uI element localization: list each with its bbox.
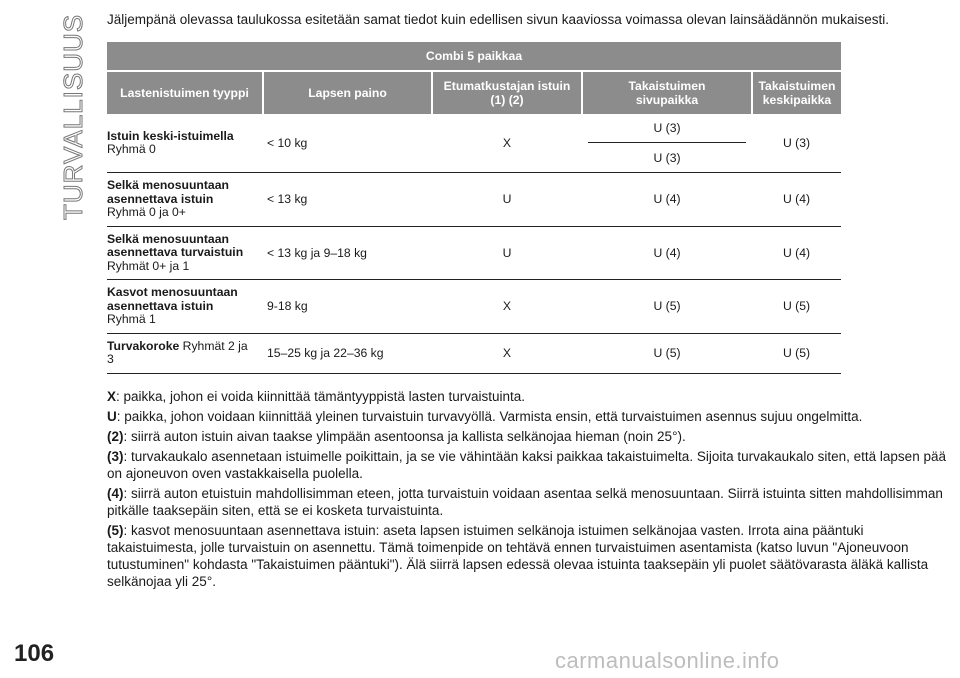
seat-type-group: Ryhmät 0+ ja 1 (107, 258, 190, 273)
weight-cell: < 10 kg (263, 114, 432, 173)
front-seat-cell: U (432, 173, 582, 227)
front-seat-cell: X (432, 280, 582, 334)
note-item (107, 388, 947, 405)
split-divider (588, 142, 746, 143)
header-rear-side-line1: Takaistuimen (628, 79, 706, 93)
notes-section (107, 388, 947, 590)
seat-type-name: Turvakoroke (107, 338, 180, 353)
seat-type-name: Istuin keski-istuimella (107, 128, 234, 143)
rear-side-cell: U (5) (582, 280, 752, 334)
seat-type-cell (107, 280, 263, 334)
table-row (107, 114, 841, 173)
header-front-line1: Etumatkustajan istuin (443, 79, 571, 93)
rear-side-cell: U (4) (582, 226, 752, 280)
rear-center-cell: U (4) (752, 173, 841, 227)
seat-type-group: Ryhmä 0 ja 0+ (107, 205, 186, 219)
weight-cell: < 13 kg ja 9–18 kg (263, 226, 432, 280)
seat-type-cell (107, 114, 263, 173)
page-number: 106 (14, 640, 55, 667)
table-row (107, 226, 841, 280)
table-row (107, 173, 841, 227)
rear-center-cell: U (5) (752, 280, 841, 334)
table-row (107, 280, 841, 334)
note-key: (3) (107, 448, 124, 464)
note-item (107, 485, 947, 519)
front-seat-cell: U (432, 226, 582, 280)
rear-side-bottom-value: U (3) (653, 151, 681, 165)
seat-type-cell (107, 173, 263, 227)
note-item (107, 408, 947, 425)
note-text: : paikka, johon ei voida kiinnittää tämäntyyppistä lasten turvaistuinta. (116, 388, 525, 404)
rear-side-cell: U (4) (582, 173, 752, 227)
header-front-line2: (1) (2) (490, 93, 524, 107)
seat-type-group: Ryhmät 2 ja 3 (107, 338, 248, 366)
header-rear-side-line2: sivupaikka (635, 93, 699, 107)
header-rear-side (582, 71, 752, 114)
note-key: (4) (107, 485, 124, 501)
note-key: X (107, 388, 117, 404)
seat-type-name: Kasvot menosuuntaan asennettava istuin (107, 285, 238, 313)
rear-side-cell (582, 114, 752, 173)
header-rear-center-line1: Takaistuimen (758, 79, 836, 93)
rear-side-cell: U (5) (582, 333, 752, 373)
intro-paragraph: Jäljempänä olevassa taulukossa esitetään samat tiedot kuin edellisen sivun kaaviossa voimassa olevan lainsäädännön mukaisesti. (107, 12, 889, 27)
note-key: U (107, 408, 117, 424)
child-seat-table (107, 42, 841, 374)
note-key: (5) (107, 522, 124, 538)
note-text: : kasvot menosuuntaan asennettava istuin: aseta lapsen istuimen selkänoja istuimen selkänojaa vasten. Irrota aina pääntuki takaistuimesta, jolle turvaistuin on asennettu. Tämä toimenpide on tehtävä ennen turvaistuimen asentamista (katso luvun "Ajoneuvoon tutustuminen" kohdasta "Takaistuimen pääntuki"). Älä siirrä lapsen edessä olevaa istuinta taaksepäin yli puolet säätövarasta äläkä kallista selkänojaa yli 25°. (107, 522, 929, 589)
seat-type-name: Selkä menosuuntaan asennettava istuin (107, 178, 229, 206)
note-text: : siirrä auton etuistuin mahdollisimman eteen, jotta turvaistuin voidaan asentaa selkä menosuuntaan. Siirrä istuinta sitten mahdollisimman pitkälle taaksepäin siten, että se ei kosketa turvaistuinta. (107, 485, 943, 518)
rear-center-cell: U (3) (752, 114, 841, 173)
note-text: : paikka, johon voidaan kiinnittää yleinen turvaistuin turvavyöllä. Varmista ensin, että turvaistuimen asennus sujuu ongelmitta. (116, 408, 863, 424)
weight-cell: 9-18 kg (263, 280, 432, 334)
weight-cell: 15–25 kg ja 22–36 kg (263, 333, 432, 373)
section-tab-label: TURVALLISUUS (58, 13, 88, 220)
note-key: (2) (107, 428, 124, 444)
header-rear-center-line2: keskipaikka (762, 93, 832, 107)
table-header-row (107, 71, 841, 114)
seat-type-name: Selkä menosuuntaan asennettava turvaistuin (107, 231, 244, 259)
page-content (107, 11, 947, 593)
watermark: carmanualsonline.info (555, 648, 780, 673)
front-seat-cell: X (432, 333, 582, 373)
note-item (107, 522, 947, 590)
header-front-passenger (432, 71, 582, 114)
seat-type-cell (107, 333, 263, 373)
front-seat-cell: X (432, 114, 582, 173)
seat-type-group: Ryhmä 0 (107, 142, 156, 156)
note-item (107, 448, 947, 482)
table-row (107, 333, 841, 373)
note-text: : siirrä auton istuin aivan taakse ylimpään asentoonsa ja kallista selkänojaa hieman (noin 25°). (123, 428, 686, 444)
section-tab (58, 13, 88, 220)
rear-center-cell: U (5) (752, 333, 841, 373)
note-text: : turvakaukalo asennetaan istuimelle poikittain, ja se vie vähintään kaksi paikkaa takaistuimelta. Sijoita turvakaukalo siten, että lapsen pää on ajoneuvon oven vastakkaisella puolella. (107, 448, 946, 481)
weight-cell: < 13 kg (263, 173, 432, 227)
seat-type-cell (107, 226, 263, 280)
table-caption: Combi 5 paikkaa (107, 42, 841, 71)
header-rear-center (752, 71, 841, 114)
rear-side-top-value: U (3) (653, 121, 681, 135)
rear-center-cell: U (4) (752, 226, 841, 280)
header-seat-type: Lastenistuimen tyyppi (107, 71, 263, 114)
seat-type-group: Ryhmä 1 (107, 312, 156, 326)
note-item (107, 428, 947, 445)
header-child-weight: Lapsen paino (263, 71, 432, 114)
